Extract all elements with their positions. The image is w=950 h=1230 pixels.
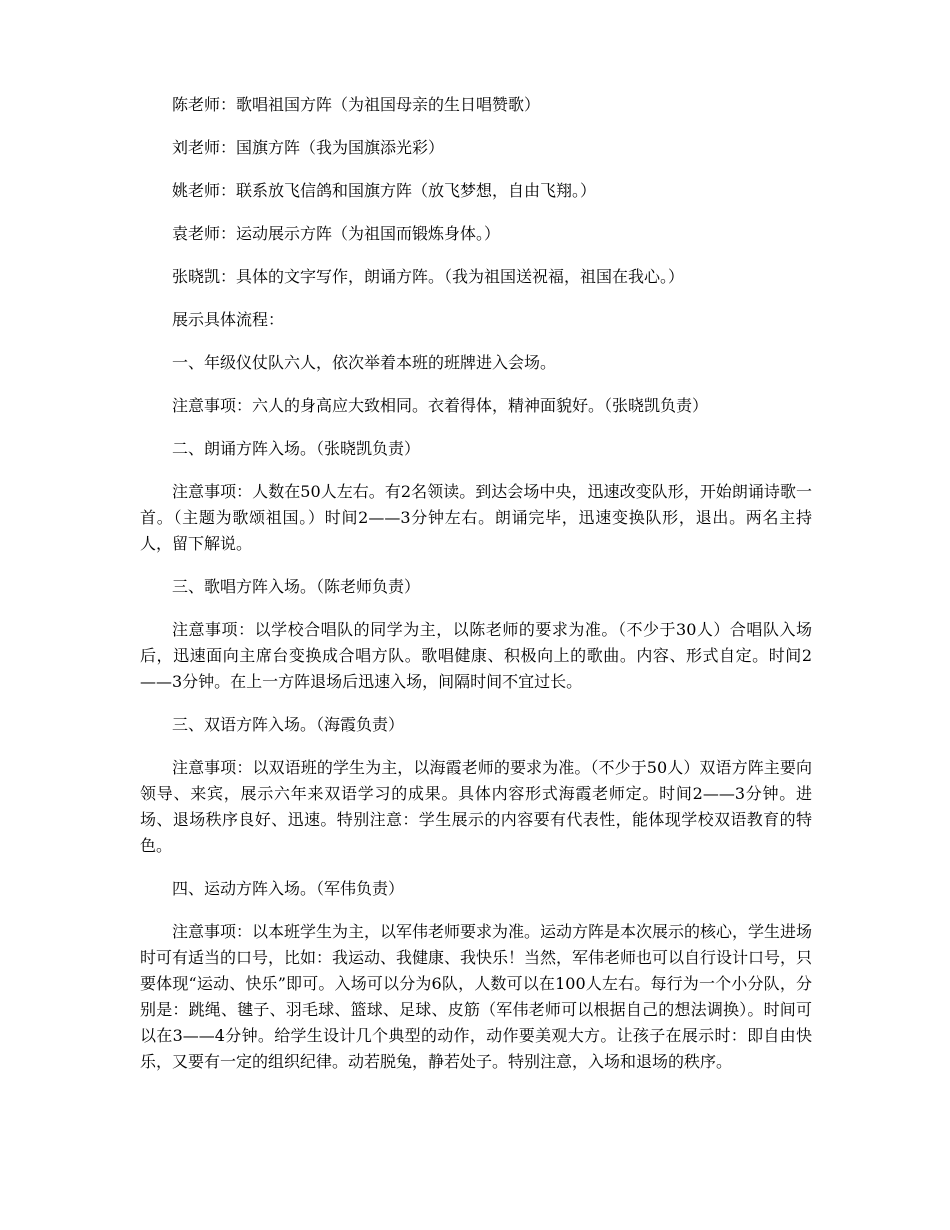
step-bilingual: 三、双语方阵入场。（海霞负责） xyxy=(172,715,405,734)
process-heading: 展示具体流程： xyxy=(172,310,285,329)
assignment-chen: 陈老师：歌唱祖国方阵（为祖国母亲的生日唱赞歌） xyxy=(172,95,541,114)
step-recitation: 二、朗诵方阵入场。（张晓凯负责） xyxy=(172,439,421,458)
assignment-yao: 姚老师：联系放飞信鸽和国旗方阵（放飞梦想，自由飞翔。） xyxy=(172,181,597,200)
note-bilingual: 注意事项：以双语班的学生为主，以海霞老师的要求为准。（不少于50人）双语方阵主要向领导、来宾，展示六年来双语学习的成果。具体内容形式海霞老师定。时间2——3分钟。进场、退场秩序良好、迅速。特别注意：学生展示的内容要有代表性，能体现学校双语教育的特色。 xyxy=(140,758,812,855)
step-sports: 四、运动方阵入场。（军伟负责） xyxy=(172,879,405,898)
note-recitation: 注意事项：人数在50人左右。有2名领读。到达会场中央，迅速改变队形，开始朗诵诗歌一首。（主题为歌颂祖国。）时间2——3分钟左右。朗诵完毕，迅速变换队形，退出。两名主持人，留下解说。 xyxy=(140,482,812,553)
assignment-liu: 刘老师：国旗方阵（我为国旗添光彩） xyxy=(172,138,445,157)
document-page xyxy=(140,92,812,1092)
note-singing: 注意事项：以学校合唱队的同学为主，以陈老师的要求为准。（不少于30人）合唱队入场后，迅速面向主席台变换成合唱方队。歌唱健康、积极向上的歌曲。内容、形式自定。时间2——3分钟。在上一方阵退场后迅速入场，间隔时间不宜过长。 xyxy=(140,620,812,691)
note-sports: 注意事项：以本班学生为主，以军伟老师要求为准。运动方阵是本次展示的核心，学生进场时可有适当的口号，比如：我运动、我健康、我快乐！当然，军伟老师也可以自行设计口号，只要体现“运动、快乐”即可。入场可以分为6队，人数可以在100人左右。每行为一个小分队，分别是：跳绳、毽子、羽毛球、篮球、足球、皮筋（军伟老师可以根据自己的想法调换）。时间可以在3——4分钟。给学生设计几个典型的动作，动作要美观大方。让孩子在展示时：即自由快乐，又要有一定的组织纪律。动若脱兔，静若处子。特别注意，入场和退场的秩序。 xyxy=(140,922,813,1071)
assignment-zhang: 张晓凯：具体的文字写作，朗诵方阵。（我为祖国送祝福，祖国在我心。） xyxy=(172,267,685,286)
assignment-yuan: 袁老师：运动展示方阵（为祖国而锻炼身体。） xyxy=(172,224,501,243)
step-singing: 三、歌唱方阵入场。（陈老师负责） xyxy=(172,577,421,596)
note-honor-guard: 注意事项：六人的身高应大致相同。衣着得体，精神面貌好。（张晓凯负责） xyxy=(172,396,709,415)
step-honor-guard: 一、年级仪仗队六人，依次举着本班的班牌进入会场。 xyxy=(172,353,557,372)
